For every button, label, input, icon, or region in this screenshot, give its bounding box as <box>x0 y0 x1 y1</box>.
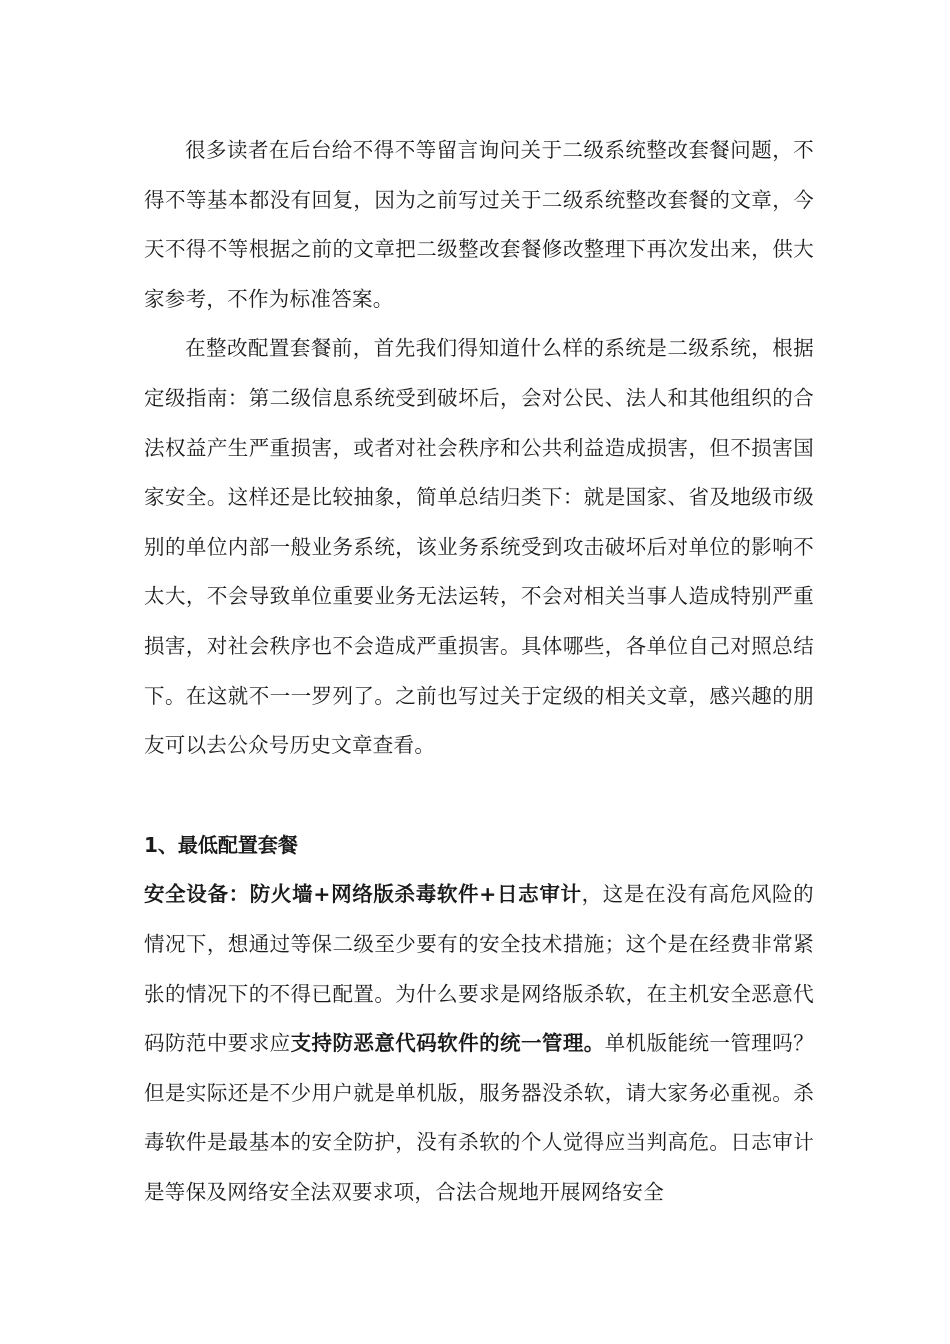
section-heading: 1、最低配置套餐 <box>144 832 298 857</box>
document-page <box>144 126 814 1217</box>
section-text-a: ，这是在没有高危风险的情况下，想通过等保二级至少要有的安全技术措施；这个是在经费非常紧张的情况下的不得已配置。为什么要求是网络版杀软，在主机安全恶意代码防范中要求应 <box>144 882 814 1056</box>
section-paragraph <box>144 870 814 1217</box>
security-devices-lead: 安全设备：防火墙+网络版杀毒软件+日志审计 <box>144 882 582 907</box>
unified-management-emphasis: 支持防恶意代码软件的统一管理。 <box>290 1031 605 1056</box>
intro-paragraph-2: 在整改配置套餐前，首先我们得知道什么样的系统是二级系统，根据定级指南：第二级信息系统受到破坏后，会对公民、法人和其他组织的合法权益产生严重损害，或者对社会秩序和公共利益造成损害，但不损害国家安全。这样还是比较抽象，简单总结归类下：就是国家、省及地级市级别的单位内部一般业务系统，该业务系统受到攻击破坏后对单位的影响不太大，不会导致单位重要业务无法运转，不会对相关当事人造成特别严重损害，对社会秩序也不会造成严重损害。具体哪些，各单位自己对照总结下。在这就不一一罗列了。之前也写过关于定级的相关文章，感兴趣的朋友可以去公众号历史文章查看。 <box>144 336 814 758</box>
section-text-b: 单机版能统一管理吗？但是实际还是不少用户就是单机版，服务器没杀软，请大家务必重视。杀毒软件是最基本的安全防护，没有杀软的个人觉得应当判高危。日志审计是等保及网络安全法双要求项，合法合规地开展网络安全 <box>144 1031 814 1204</box>
intro-paragraph-1: 很多读者在后台给不得不等留言询问关于二级系统整改套餐问题，不得不等基本都没有回复，因为之前写过关于二级系统整改套餐的文章，今天不得不等根据之前的文章把二级整改套餐修改整理下再次发出来，供大家参考，不作为标准答案。 <box>144 138 814 311</box>
